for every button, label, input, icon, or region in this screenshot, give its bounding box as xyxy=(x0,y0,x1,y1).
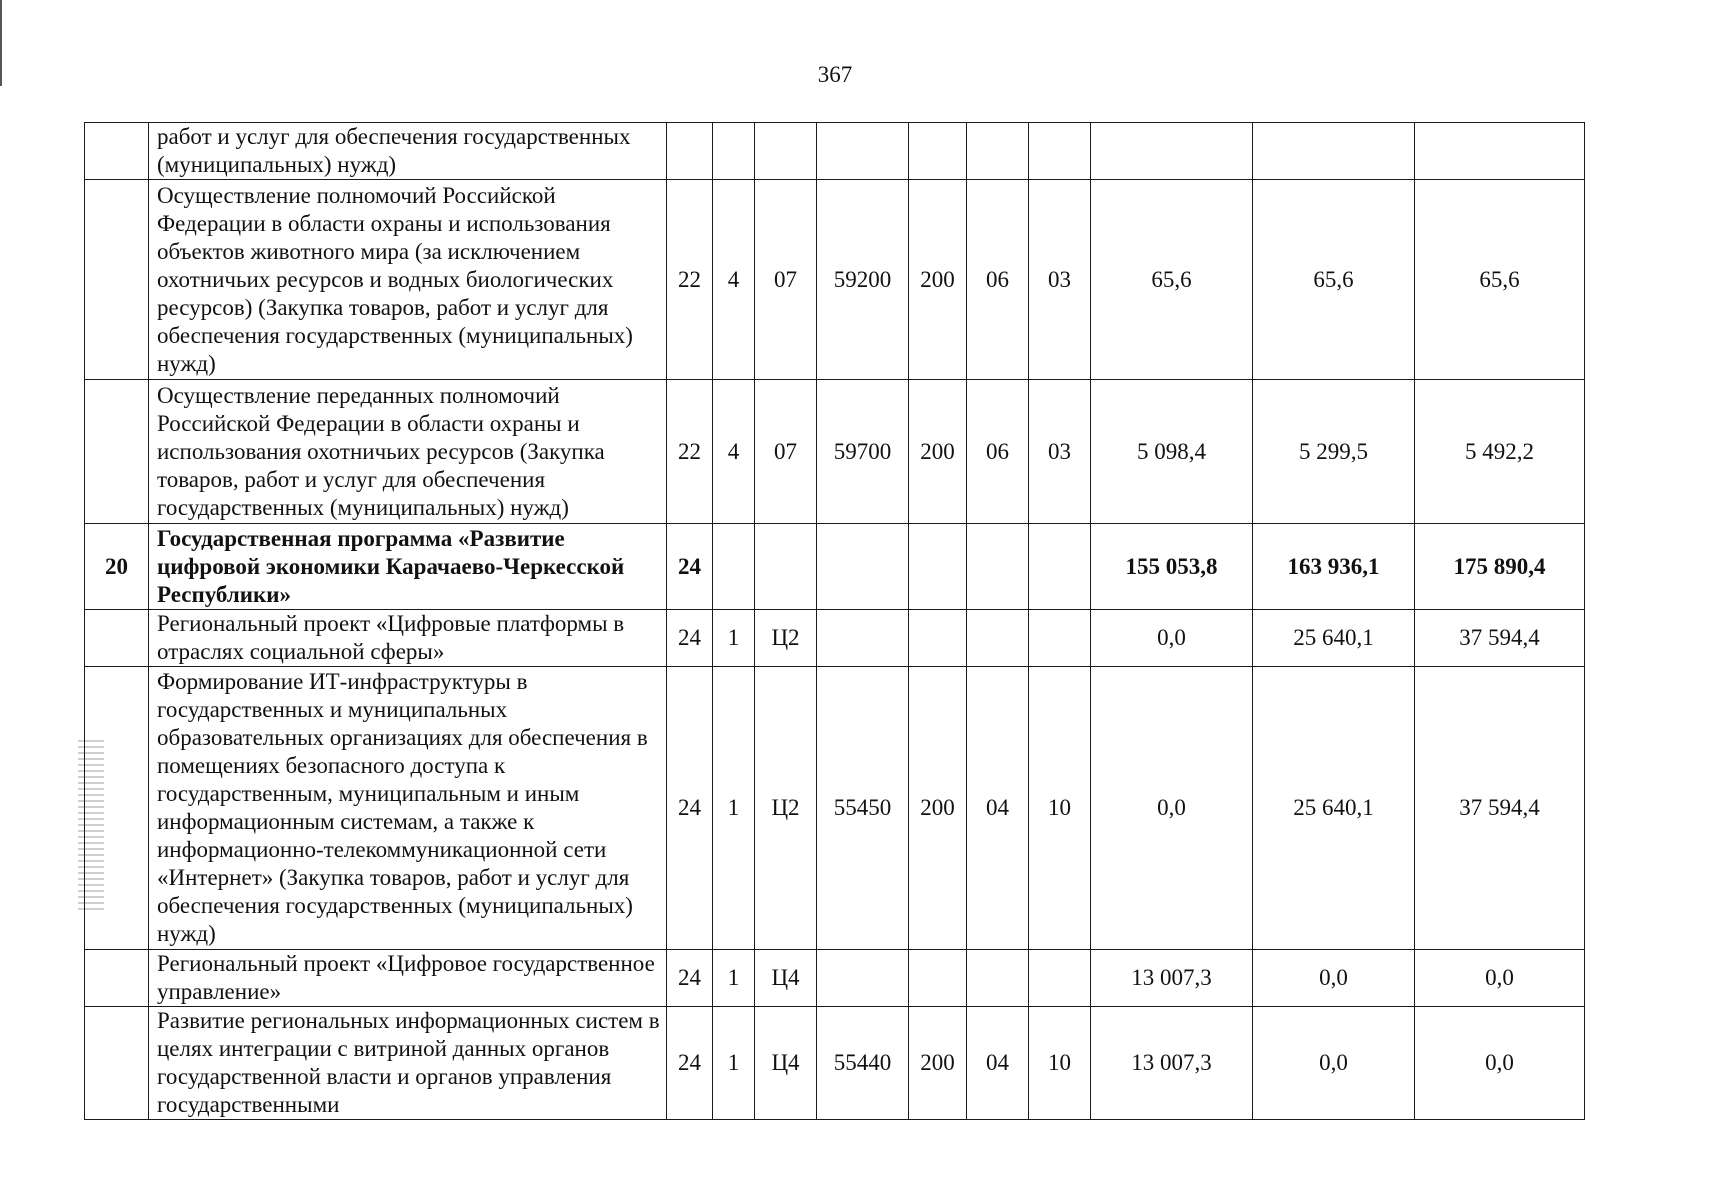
row-number-cell xyxy=(85,610,149,667)
code-cell-7: 03 xyxy=(1029,380,1091,524)
code-cell-7: 10 xyxy=(1029,667,1091,950)
code-cell-5: 200 xyxy=(909,380,967,524)
code-cell-4 xyxy=(817,950,909,1007)
amount-cell-year-2: 0,0 xyxy=(1253,1007,1415,1120)
table-row xyxy=(85,180,1585,380)
code-cell-7 xyxy=(1029,950,1091,1007)
amount-cell-year-2: 25 640,1 xyxy=(1253,667,1415,950)
code-cell-3 xyxy=(755,123,817,180)
amount-cell-year-1: 65,6 xyxy=(1091,180,1253,380)
table-row xyxy=(85,667,1585,950)
code-cell-1 xyxy=(667,123,713,180)
amount-cell-year-2: 163 936,1 xyxy=(1253,524,1415,610)
amount-cell-year-3: 5 492,2 xyxy=(1415,380,1585,524)
code-cell-5 xyxy=(909,123,967,180)
budget-table xyxy=(84,122,1585,1120)
amount-cell-year-1: 0,0 xyxy=(1091,610,1253,667)
row-number-cell xyxy=(85,667,149,950)
row-number-cell xyxy=(85,1007,149,1120)
code-cell-5: 200 xyxy=(909,180,967,380)
amount-cell-year-3: 65,6 xyxy=(1415,180,1585,380)
amount-cell-year-1: 155 053,8 xyxy=(1091,524,1253,610)
page-number: 367 xyxy=(817,62,853,87)
row-number-cell xyxy=(85,380,149,524)
code-cell-1: 24 xyxy=(667,667,713,950)
table-row xyxy=(85,123,1585,180)
code-cell-1: 24 xyxy=(667,524,713,610)
code-cell-5 xyxy=(909,950,967,1007)
code-cell-7: 10 xyxy=(1029,1007,1091,1120)
amount-cell-year-1: 13 007,3 xyxy=(1091,950,1253,1007)
code-cell-3 xyxy=(755,524,817,610)
amount-cell-year-1: 0,0 xyxy=(1091,667,1253,950)
code-cell-4: 55450 xyxy=(817,667,909,950)
table-row xyxy=(85,950,1585,1007)
table-row xyxy=(85,524,1585,610)
code-cell-2 xyxy=(713,524,755,610)
code-cell-6: 04 xyxy=(967,1007,1029,1120)
code-cell-5: 200 xyxy=(909,1007,967,1120)
item-name-cell: Развитие региональных информационных систем в целях интеграции с витриной данных органов государственной власти и органов управления государственными xyxy=(149,1007,667,1120)
code-cell-7 xyxy=(1029,610,1091,667)
item-name-cell: Региональный проект «Цифровые платформы в отраслях социальной сферы» xyxy=(149,610,667,667)
code-cell-2: 4 xyxy=(713,180,755,380)
code-cell-6: 06 xyxy=(967,380,1029,524)
amount-cell-year-3: 37 594,4 xyxy=(1415,667,1585,950)
amount-cell-year-2: 5 299,5 xyxy=(1253,380,1415,524)
code-cell-4: 55440 xyxy=(817,1007,909,1120)
code-cell-5 xyxy=(909,524,967,610)
code-cell-3: Ц2 xyxy=(755,667,817,950)
row-number-cell xyxy=(85,950,149,1007)
code-cell-1: 24 xyxy=(667,950,713,1007)
amount-cell-year-1: 13 007,3 xyxy=(1091,1007,1253,1120)
amount-cell-year-3 xyxy=(1415,123,1585,180)
table-body xyxy=(85,123,1585,1120)
amount-cell-year-3: 0,0 xyxy=(1415,1007,1585,1120)
item-name-cell: Формирование ИТ-инфраструктуры в государственных и муниципальных образовательных организациях для обеспечения в помещениях безопасного доступа к государственным, муниципальным и иным информационным системам, а также к информационно-телекоммуникационной сети «Интернет» (Закупка товаров, работ и услуг для обеспечения государственных (муниципальных) нужд) xyxy=(149,667,667,950)
code-cell-3: 07 xyxy=(755,380,817,524)
code-cell-6 xyxy=(967,610,1029,667)
code-cell-3: 07 xyxy=(755,180,817,380)
code-cell-4 xyxy=(817,524,909,610)
code-cell-3: Ц4 xyxy=(755,1007,817,1120)
table-row xyxy=(85,1007,1585,1120)
code-cell-5 xyxy=(909,610,967,667)
code-cell-7 xyxy=(1029,524,1091,610)
code-cell-7 xyxy=(1029,123,1091,180)
item-name-cell: Осуществление полномочий Российской Федерации в области охраны и использования объектов животного мира (за исключением охотничьих ресурсов и водных биологических ресурсов) (Закупка товаров, работ и услуг для обеспечения государственных (муниципальных) нужд) xyxy=(149,180,667,380)
row-number-cell xyxy=(85,180,149,380)
code-cell-6 xyxy=(967,950,1029,1007)
item-name-cell: Государственная программа «Развитие цифровой экономики Карачаево-Черкесской Республики» xyxy=(149,524,667,610)
code-cell-4: 59700 xyxy=(817,380,909,524)
code-cell-1: 24 xyxy=(667,1007,713,1120)
row-number-cell xyxy=(85,123,149,180)
code-cell-3: Ц2 xyxy=(755,610,817,667)
amount-cell-year-1: 5 098,4 xyxy=(1091,380,1253,524)
code-cell-2: 1 xyxy=(713,667,755,950)
item-name-cell: Региональный проект «Цифровое государственное управление» xyxy=(149,950,667,1007)
amount-cell-year-2: 25 640,1 xyxy=(1253,610,1415,667)
code-cell-3: Ц4 xyxy=(755,950,817,1007)
amount-cell-year-2: 0,0 xyxy=(1253,950,1415,1007)
code-cell-5: 200 xyxy=(909,667,967,950)
code-cell-2: 1 xyxy=(713,1007,755,1120)
code-cell-6 xyxy=(967,524,1029,610)
code-cell-6 xyxy=(967,123,1029,180)
code-cell-1: 24 xyxy=(667,610,713,667)
code-cell-2: 1 xyxy=(713,950,755,1007)
code-cell-2: 1 xyxy=(713,610,755,667)
amount-cell-year-3: 0,0 xyxy=(1415,950,1585,1007)
table-row xyxy=(85,610,1585,667)
code-cell-2 xyxy=(713,123,755,180)
amount-cell-year-2: 65,6 xyxy=(1253,180,1415,380)
code-cell-2: 4 xyxy=(713,380,755,524)
code-cell-4: 59200 xyxy=(817,180,909,380)
code-cell-6: 04 xyxy=(967,667,1029,950)
amount-cell-year-2 xyxy=(1253,123,1415,180)
amount-cell-year-3: 175 890,4 xyxy=(1415,524,1585,610)
code-cell-4 xyxy=(817,610,909,667)
table-row xyxy=(85,380,1585,524)
code-cell-1: 22 xyxy=(667,180,713,380)
code-cell-1: 22 xyxy=(667,380,713,524)
amount-cell-year-1 xyxy=(1091,123,1253,180)
code-cell-4 xyxy=(817,123,909,180)
code-cell-6: 06 xyxy=(967,180,1029,380)
row-number-cell: 20 xyxy=(85,524,149,610)
item-name-cell: работ и услуг для обеспечения государственных (муниципальных) нужд) xyxy=(149,123,667,180)
code-cell-7: 03 xyxy=(1029,180,1091,380)
item-name-cell: Осуществление переданных полномочий Российской Федерации в области охраны и использования охотничьих ресурсов (Закупка товаров, работ и услуг для обеспечения государственных (муниципальных) нужд) xyxy=(149,380,667,524)
amount-cell-year-3: 37 594,4 xyxy=(1415,610,1585,667)
